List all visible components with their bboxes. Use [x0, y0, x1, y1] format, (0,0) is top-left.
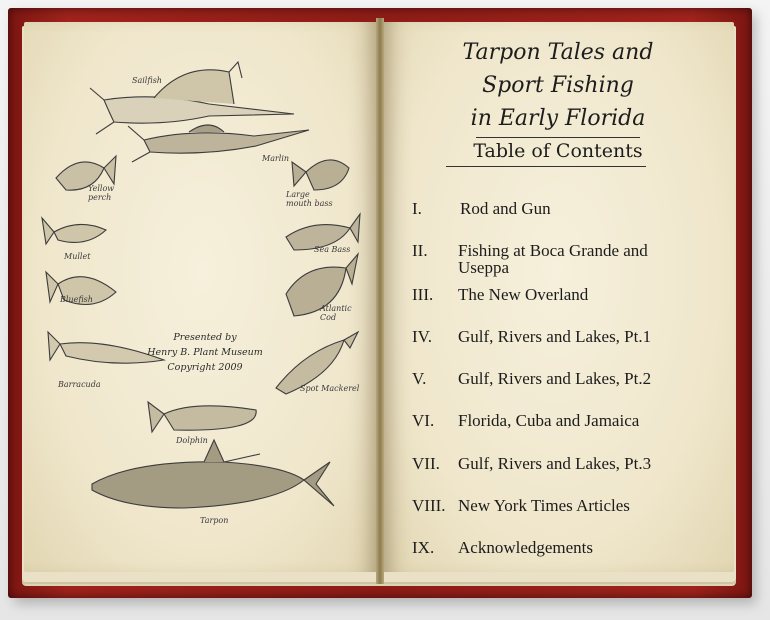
toc-number: VIII. — [412, 496, 446, 515]
fish-label-marlin: Marlin — [262, 154, 290, 163]
fish-label-dolphin: Dolphin — [176, 436, 208, 445]
title-divider-top — [476, 137, 640, 138]
toc-link-rod-and-gun[interactable]: Rod and Gun — [460, 199, 551, 218]
title-line-1: Tarpon Tales and — [462, 40, 654, 65]
toc-number: VI. — [412, 411, 435, 430]
presented-by-block — [140, 330, 270, 375]
fish-label-cod: Atlantic Cod — [320, 304, 352, 322]
toc-link-new-overland[interactable]: The New Overland — [458, 285, 589, 304]
sailfish-illustration — [90, 62, 294, 134]
fish-label-bass: Large mouth bass — [286, 190, 333, 208]
title-divider-bottom — [446, 166, 646, 167]
toc-link-boca-grande[interactable]: Fishing at Boca Grande and Useppa — [458, 241, 648, 277]
presented-by-line: Presented by — [173, 332, 237, 343]
fish-label-barracuda: Barracuda — [58, 380, 101, 389]
mullet-illustration — [42, 218, 106, 244]
fish-label-tarpon: Tarpon — [200, 516, 229, 525]
fish-label-perch: Yellow perch — [88, 184, 115, 202]
toc-number: I. — [412, 199, 422, 218]
fish-label-seabass: Sea Bass — [314, 245, 351, 254]
toc-link-acknowledgements[interactable]: Acknowledgements — [458, 538, 594, 557]
copyright-line: Copyright 2009 — [167, 362, 243, 373]
museum-line: Henry B. Plant Museum — [147, 347, 263, 358]
toc-number: IX. — [412, 538, 435, 557]
toc-number: VII. — [412, 454, 440, 473]
toc-link-gulf-pt2[interactable]: Gulf, Rivers and Lakes, Pt.2 — [458, 369, 652, 388]
dolphin-illustration — [148, 402, 256, 432]
toc-link-florida-cuba-jamaica[interactable]: Florida, Cuba and Jamaica — [458, 411, 640, 430]
toc-link-nyt-articles[interactable]: New York Times Articles — [458, 496, 630, 515]
book-title — [396, 36, 720, 135]
toc-number: III. — [412, 285, 434, 304]
bass-illustration — [292, 160, 349, 190]
toc-link-gulf-pt1[interactable]: Gulf, Rivers and Lakes, Pt.1 — [458, 327, 652, 346]
toc-number: V. — [412, 369, 427, 388]
fish-label-bluefish: Bluefish — [60, 295, 93, 304]
title-line-3: in Early Florida — [470, 106, 646, 131]
fish-label-mackerel: Spot Mackerel — [300, 384, 360, 393]
toc-number: II. — [412, 241, 428, 260]
fish-label-sailfish: Sailfish — [132, 76, 162, 85]
fish-label-mullet: Mullet — [64, 252, 91, 261]
title-line-2: Sport Fishing — [482, 73, 634, 98]
toc-number: IV. — [412, 327, 432, 346]
toc-link-gulf-pt3[interactable]: Gulf, Rivers and Lakes, Pt.3 — [458, 454, 652, 473]
tarpon-illustration — [92, 440, 334, 508]
toc-heading: Table of Contents — [473, 140, 643, 162]
